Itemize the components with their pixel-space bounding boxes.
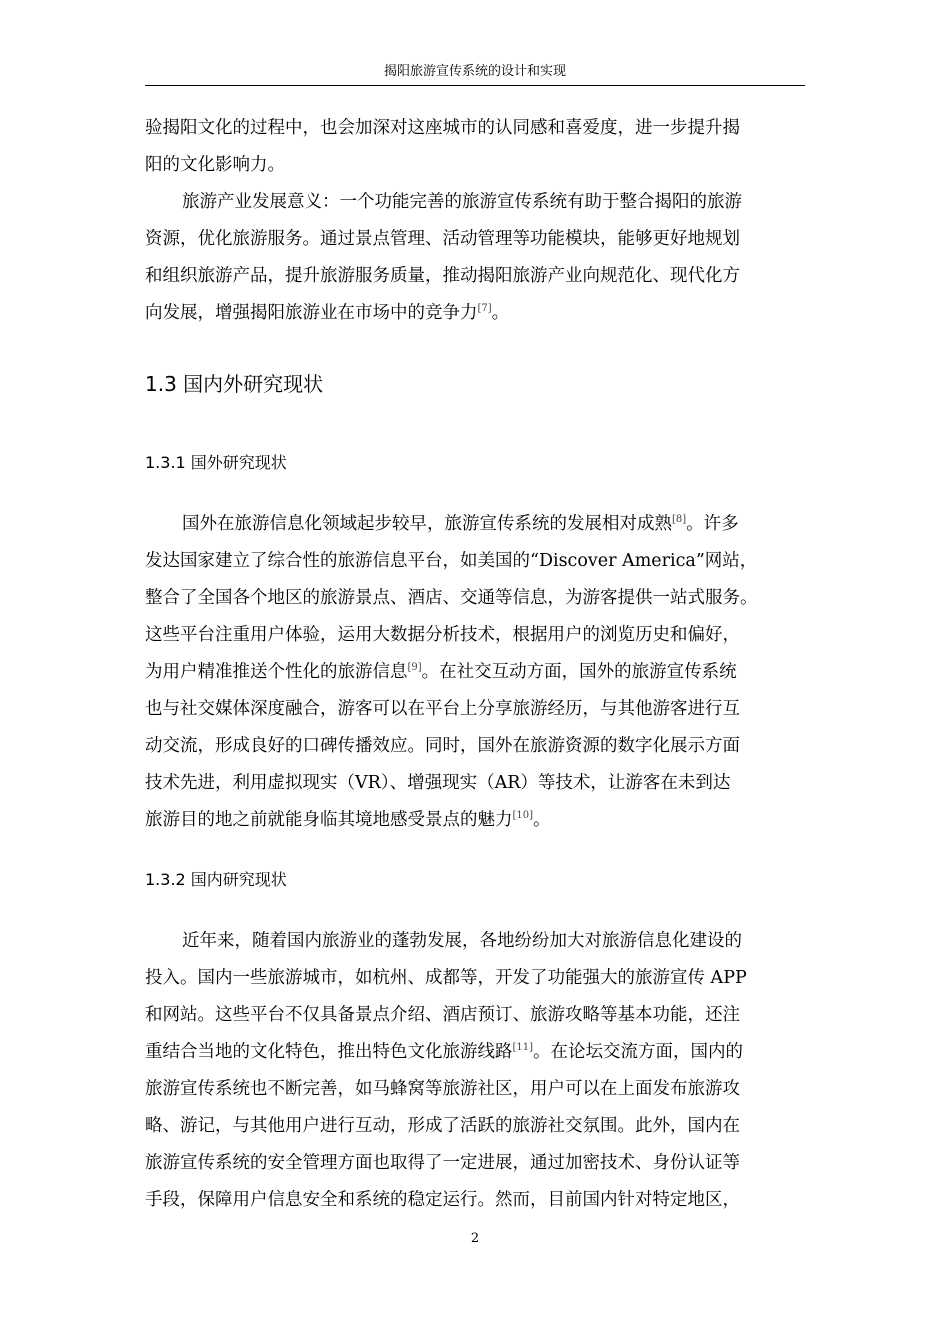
text-run: 重结合当地的文化特色，推出特色文化旅游线路 bbox=[145, 1042, 513, 1062]
paragraph-line: 略、游记，与其他用户进行互动，形成了活跃的旅游社交氛围。此外，国内在 bbox=[145, 1116, 740, 1136]
paragraph-line: 资源，优化旅游服务。通过景点管理、活动管理等功能模块，能够更好地规划 bbox=[145, 229, 740, 249]
citation-ref: [7] bbox=[477, 303, 492, 314]
citation-ref: [11] bbox=[512, 1042, 534, 1053]
paragraph-line: 技术先进，利用虚拟现实（VR）、增强现实（AR）等技术，让游客在未到达 bbox=[145, 773, 731, 793]
paragraph-line: 整合了全国各个地区的旅游景点、酒店、交通等信息，为游客提供一站式服务。 bbox=[145, 588, 758, 608]
paragraph-line: 发达国家建立了综合性的旅游信息平台，如美国的“Discover America”网站， bbox=[145, 551, 758, 571]
paragraph-line: 旅游宣传系统的安全管理方面也取得了一定进展，通过加密技术、身份认证等 bbox=[145, 1153, 740, 1173]
citation-ref: [10] bbox=[512, 810, 534, 821]
paragraph-line: 也与社交媒体深度融合，游客可以在平台上分享旅游经历，与其他游客进行互 bbox=[145, 699, 740, 719]
header-divider bbox=[145, 85, 805, 86]
paragraph-line: 和组织旅游产品，提升旅游服务质量，推动揭阳旅游产业向规范化、现代化方 bbox=[145, 266, 740, 286]
citation-ref: [8] bbox=[672, 514, 687, 525]
subsection-heading: 1.3.2 国内研究现状 bbox=[145, 870, 287, 889]
paragraph-line bbox=[145, 301, 509, 325]
text-run: 向发展，增强揭阳旅游业在市场中的竞争力 bbox=[145, 303, 478, 323]
paragraph-line: 阳的文化影响力。 bbox=[145, 155, 285, 175]
page-number: 2 bbox=[470, 1231, 480, 1246]
text-run: 。许多 bbox=[686, 514, 739, 534]
paragraph-line: 这些平台注重用户体验，运用大数据分析技术，根据用户的浏览历史和偏好， bbox=[145, 625, 740, 645]
paragraph-line bbox=[145, 660, 737, 684]
text-run: 为用户精准推送个性化的旅游信息 bbox=[145, 662, 408, 682]
text-run: 国外在旅游信息化领域起步较早，旅游宣传系统的发展相对成熟 bbox=[182, 514, 672, 534]
paragraph-line: 动交流，形成良好的口碑传播效应。同时，国外在旅游资源的数字化展示方面 bbox=[145, 736, 740, 756]
paragraph-line: 手段，保障用户信息安全和系统的稳定运行。然而，目前国内针对特定地区， bbox=[145, 1190, 740, 1210]
text-run: 。 bbox=[491, 303, 510, 323]
paragraph-line bbox=[145, 1040, 743, 1064]
text-run: 。 bbox=[533, 810, 551, 830]
running-header: 揭阳旅游宣传系统的设计和实现 bbox=[383, 64, 566, 79]
paragraph-line: 旅游宣传系统也不断完善，如马蜂窝等旅游社区，用户可以在上面发布旅游攻 bbox=[145, 1079, 740, 1099]
text-run: 。在社交互动方面，国外的旅游宣传系统 bbox=[421, 662, 737, 682]
paragraph-line: 验揭阳文化的过程中，也会加深对这座城市的认同感和喜爱度，进一步提升揭 bbox=[145, 118, 740, 138]
paragraph-line: 投入。国内一些旅游城市，如杭州、成都等，开发了功能强大的旅游宣传 APP bbox=[145, 968, 747, 988]
citation-ref: [9] bbox=[407, 662, 422, 673]
paragraph-line bbox=[145, 808, 551, 832]
subsection-heading: 1.3.1 国外研究现状 bbox=[145, 453, 287, 472]
paragraph-line: 近年来，随着国内旅游业的蓬勃发展，各地纷纷加大对旅游信息化建设的 bbox=[182, 931, 742, 951]
paragraph-line: 旅游产业发展意义：一个功能完善的旅游宣传系统有助于整合揭阳的旅游 bbox=[182, 192, 742, 212]
text-run: 。在论坛交流方面，国内的 bbox=[533, 1042, 744, 1062]
paragraph-line bbox=[182, 512, 739, 536]
text-run: 旅游目的地之前就能身临其境地感受景点的魅力 bbox=[145, 810, 513, 830]
paragraph-line: 和网站。这些平台不仅具备景点介绍、酒店预订、旅游攻略等基本功能，还注 bbox=[145, 1005, 740, 1025]
section-heading: 1.3 国内外研究现状 bbox=[145, 372, 324, 396]
